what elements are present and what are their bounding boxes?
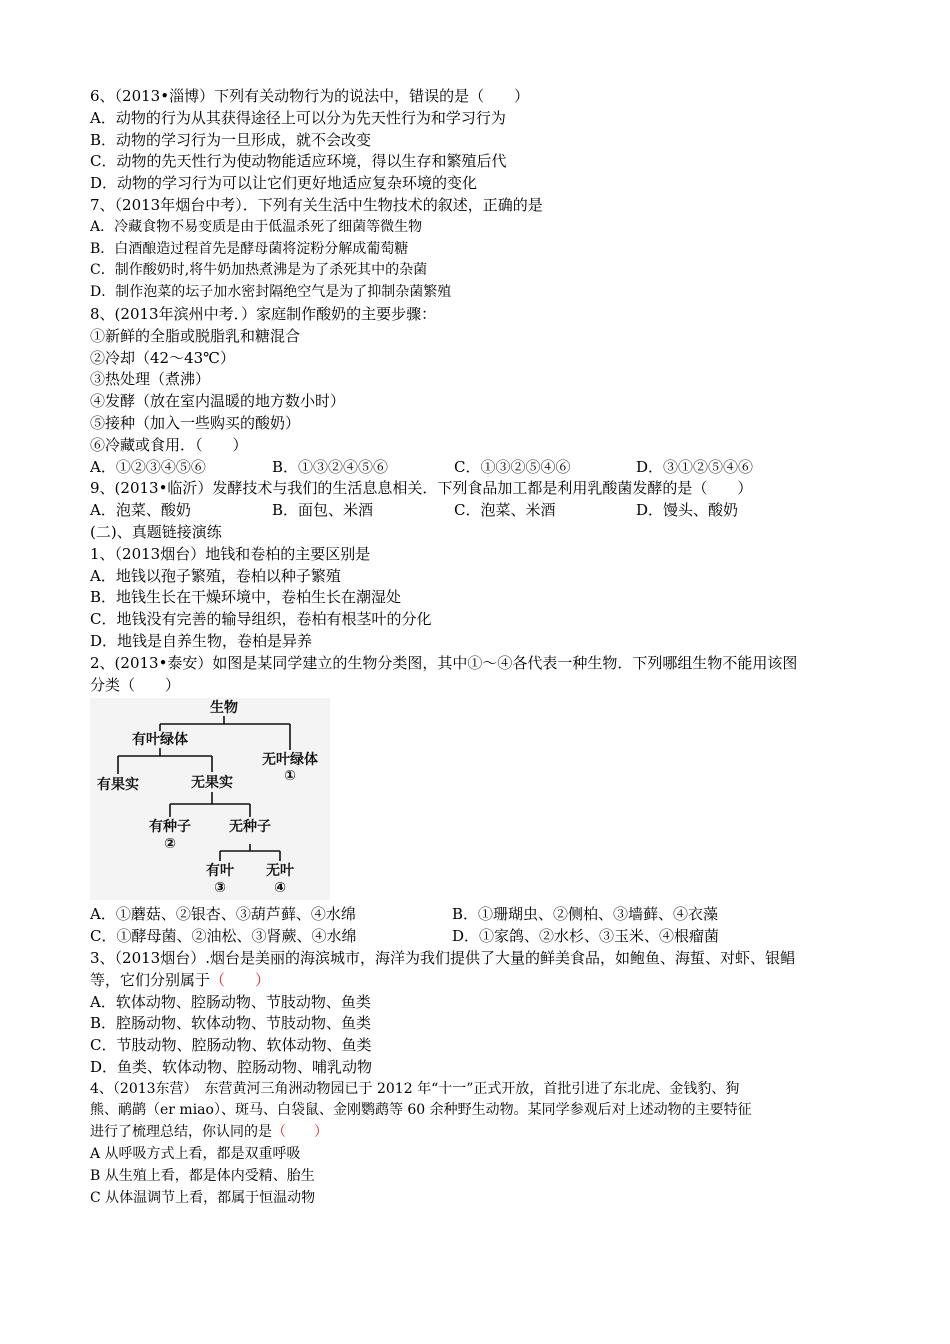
s3-option-a: A．软体动物、腔肠动物、节肢动物、鱼类	[90, 992, 371, 1011]
s2-stem-line2: 分类（ ）	[90, 675, 181, 694]
s3-option-c: C．节肢动物、腔肠动物、软体动物、鱼类	[90, 1036, 372, 1055]
q8-step-2: ②冷却（42～43℃）	[90, 348, 235, 367]
q8-step-6: ⑥冷藏或食用．（ ）	[90, 435, 248, 454]
s2-option-c: C．①酵母菌、②油松、③肾蕨、④水绵	[90, 927, 357, 946]
node-noseed: 无种子	[229, 819, 271, 836]
q9-option-b: B．面包、米酒	[272, 501, 374, 520]
q9-option-a: A．泡菜、酸奶	[90, 501, 191, 520]
q9-options-row	[90, 500, 890, 522]
s3-option-d: D．鱼类、软体动物、腔肠动物、哺乳动物	[90, 1057, 373, 1076]
section-title: (二)、真题链接演练	[90, 522, 222, 541]
q7-option-a: A．冷藏食物不易变质是由于低温杀死了细菌等微生物	[90, 218, 423, 235]
s2-option-d: D．①家鸽、②水杉、③玉米、④根瘤菌	[452, 927, 720, 946]
q8-option-d: D．③①②⑤④⑥	[636, 457, 754, 476]
s2-options-row2	[90, 926, 890, 948]
s2-option-b: B．①珊瑚虫、②侧柏、③墙藓、④衣藻	[452, 905, 719, 924]
label-circle-2: ②	[164, 836, 176, 853]
q8-option-a: A．①②③④⑤⑥	[90, 457, 206, 476]
s4-option-b: B 从生殖上看，都是体内受精、胎生	[90, 1167, 315, 1184]
q8-option-c: C．①③②⑤④⑥	[454, 457, 571, 476]
node-root: 生物	[210, 700, 238, 717]
s1-option-c: C．地钱没有完善的输导组织，卷柏有根茎叶的分化	[90, 610, 432, 629]
s4-stem-line2: 熊、鸸鹋（er miao）、斑马、白袋鼠、金刚鹦鹉等 60 余种野生动物。某同学参观后对上述动物的主要特征	[90, 1102, 752, 1119]
s4-stem-text: 进行了梳理总结，你认同的是	[90, 1124, 272, 1141]
q6-option-a: A．动物的行为从其获得途径上可以分为先天性行为和学习行为	[90, 108, 506, 127]
label-circle-1: ①	[284, 768, 296, 785]
q7-option-b: B．白酒酿造过程首先是酵母菌将淀粉分解成葡萄糖	[90, 240, 409, 257]
s3-answer-bracket: （ ）	[210, 970, 271, 989]
s3-stem-text: 等，它们分别属于	[90, 970, 211, 989]
node-noleaf: 无叶	[266, 863, 294, 880]
s4-option-c: C 从体温调节上看，都属于恒温动物	[90, 1189, 316, 1206]
s2-stem-line1: 2、(2013•泰安）如图是某同学建立的生物分类图，其中①～④各代表一种生物．下列哪组生物不能用该图	[90, 653, 798, 672]
q6-option-d: D．动物的学习行为可以让它们更好地适应复杂环境的变化	[90, 174, 478, 193]
s3-option-b: B．腔肠动物、软体动物、节肢动物、鱼类	[90, 1014, 372, 1033]
s4-option-a: A 从呼吸方式上看，都是双重呼吸	[90, 1146, 301, 1163]
node-nongreen: 无叶绿体	[262, 752, 318, 769]
classification-tree	[90, 698, 330, 900]
q6-stem: 6、（2013•淄博）下列有关动物行为的说法中，错误的是（ ）	[90, 87, 530, 105]
q7-stem: 7、（2013年烟台中考）．下列有关生活中生物技术的叙述，正确的是	[90, 195, 543, 214]
s1-option-a: A．地钱以孢子繁殖，卷柏以种子繁殖	[90, 566, 341, 585]
s4-stem-line3	[90, 1122, 890, 1144]
q7-option-d: D．制作泡菜的坛子加水密封隔绝空气是为了抑制杂菌繁殖	[90, 284, 452, 301]
q8-options-row	[90, 457, 890, 479]
q8-step-3: ③热处理（煮沸）	[90, 370, 211, 389]
s3-stem-line1: 3、（2013烟台）.烟台是美丽的海滨城市，海洋为我们提供了大量的鲜美食品，如鲍鱼、海蜇、对虾、银鲳	[90, 948, 795, 967]
s1-option-d: D．地钱是自养生物，卷柏是异养	[90, 631, 313, 650]
s2-option-a: A．①蘑菇、②银杏、③葫芦藓、④水绵	[90, 905, 356, 924]
q8-step-4: ④发酵（放在室内温暖的地方数小时）	[90, 392, 346, 411]
q6-option-b: B．动物的学习行为一旦形成，就不会改变	[90, 130, 372, 149]
s2-options-row1	[90, 904, 890, 926]
worksheet-page	[90, 86, 890, 1209]
s1-stem: 1、（2013烟台）地钱和卷柏的主要区别是	[90, 544, 371, 563]
q9-option-d: D．馒头、酸奶	[636, 501, 739, 520]
q8-step-1: ①新鲜的全脂或脱脂乳和糖混合	[90, 326, 301, 345]
q8-option-b: B．①③②④⑤⑥	[272, 457, 389, 476]
q6-option-c: C．动物的先天性行为使动物能适应环境，得以生存和繁殖后代	[90, 152, 507, 171]
s4-answer-bracket: （ ）	[272, 1124, 328, 1141]
node-fruit: 有果实	[97, 777, 139, 794]
s4-stem-line1: 4、（2013东营） 东营黄河三角洲动物园已于 2012 年“十一”正式开放，首批引进了东北虎、金钱豹、狗	[90, 1080, 740, 1097]
classification-diagram	[90, 698, 330, 900]
node-nofruit: 无果实	[191, 775, 233, 792]
label-circle-4: ④	[274, 880, 286, 897]
q9-option-c: C．泡菜、米酒	[454, 501, 556, 520]
s3-stem-line2	[90, 970, 890, 992]
q8-stem: 8、(2013年滨州中考．）家庭制作酸奶的主要步骤：	[90, 304, 437, 323]
q8-step-5: ⑤接种（加入一些购买的酸奶）	[90, 413, 301, 432]
q9-stem: 9、(2013•临沂）发酵技术与我们的生活息息相关．下列食品加工都是利用乳酸菌发酵的是（ ）	[90, 479, 753, 498]
node-green: 有叶绿体	[132, 732, 188, 749]
node-leaf: 有叶	[206, 863, 234, 880]
s1-option-b: B．地钱生长在干燥环境中，卷柏生长在潮湿处	[90, 588, 402, 607]
node-seed: 有种子	[149, 819, 191, 836]
q7-option-c: C．制作酸奶时,将牛奶加热煮沸是为了杀死其中的杂菌	[90, 262, 428, 279]
label-circle-3: ③	[214, 880, 226, 897]
